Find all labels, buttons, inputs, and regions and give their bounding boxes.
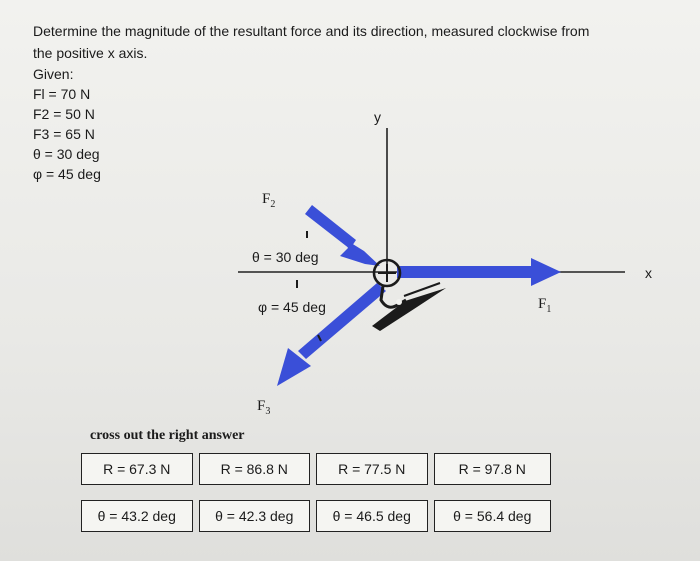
- f1-arrow: [397, 258, 561, 286]
- problem-line-2: the positive x axis.: [33, 45, 148, 61]
- f3-label: [257, 398, 270, 417]
- y-axis-label: y: [374, 109, 381, 125]
- answer-magnitude-option[interactable]: R = 67.3 N: [81, 453, 193, 485]
- f3-label-main: F: [257, 398, 266, 414]
- f1-label-sub: 1: [546, 304, 552, 315]
- given-theta: θ = 30 deg: [33, 146, 100, 162]
- f2-label-sub: 2: [270, 199, 276, 210]
- given-f2: F2 = 50 N: [33, 106, 95, 122]
- answer-magnitude-option[interactable]: R = 86.8 N: [199, 453, 311, 485]
- answer-magnitude-option[interactable]: R = 77.5 N: [316, 453, 428, 485]
- x-axis-label: x: [645, 265, 652, 281]
- f1-label-main: F: [538, 296, 547, 312]
- magnitude-options: [81, 453, 551, 485]
- answers-title: cross out the right answer: [90, 428, 245, 443]
- f2-label-main: F: [262, 191, 271, 207]
- answer-direction-option[interactable]: θ = 56.4 deg: [434, 500, 552, 532]
- theta-label: θ = 30 deg: [252, 249, 319, 265]
- answer-magnitude-option[interactable]: R = 97.8 N: [434, 453, 552, 485]
- problem-line-1: Determine the magnitude of the resultant force and its direction, measured clockwise from: [33, 23, 590, 39]
- answer-direction-option[interactable]: θ = 43.2 deg: [81, 500, 193, 532]
- direction-options: [81, 500, 551, 532]
- f3-label-sub: 3: [265, 406, 271, 417]
- answer-direction-option[interactable]: θ = 46.5 deg: [316, 500, 428, 532]
- given-f1: Fl = 70 N: [33, 86, 91, 102]
- given-f3: F3 = 65 N: [33, 126, 95, 142]
- f1-label: [538, 296, 551, 315]
- f2-label: [262, 191, 275, 210]
- phi-label: φ = 45 deg: [258, 299, 326, 315]
- given-phi: φ = 45 deg: [33, 166, 101, 182]
- given-header: Given:: [33, 66, 74, 82]
- answer-direction-option[interactable]: θ = 42.3 deg: [199, 500, 311, 532]
